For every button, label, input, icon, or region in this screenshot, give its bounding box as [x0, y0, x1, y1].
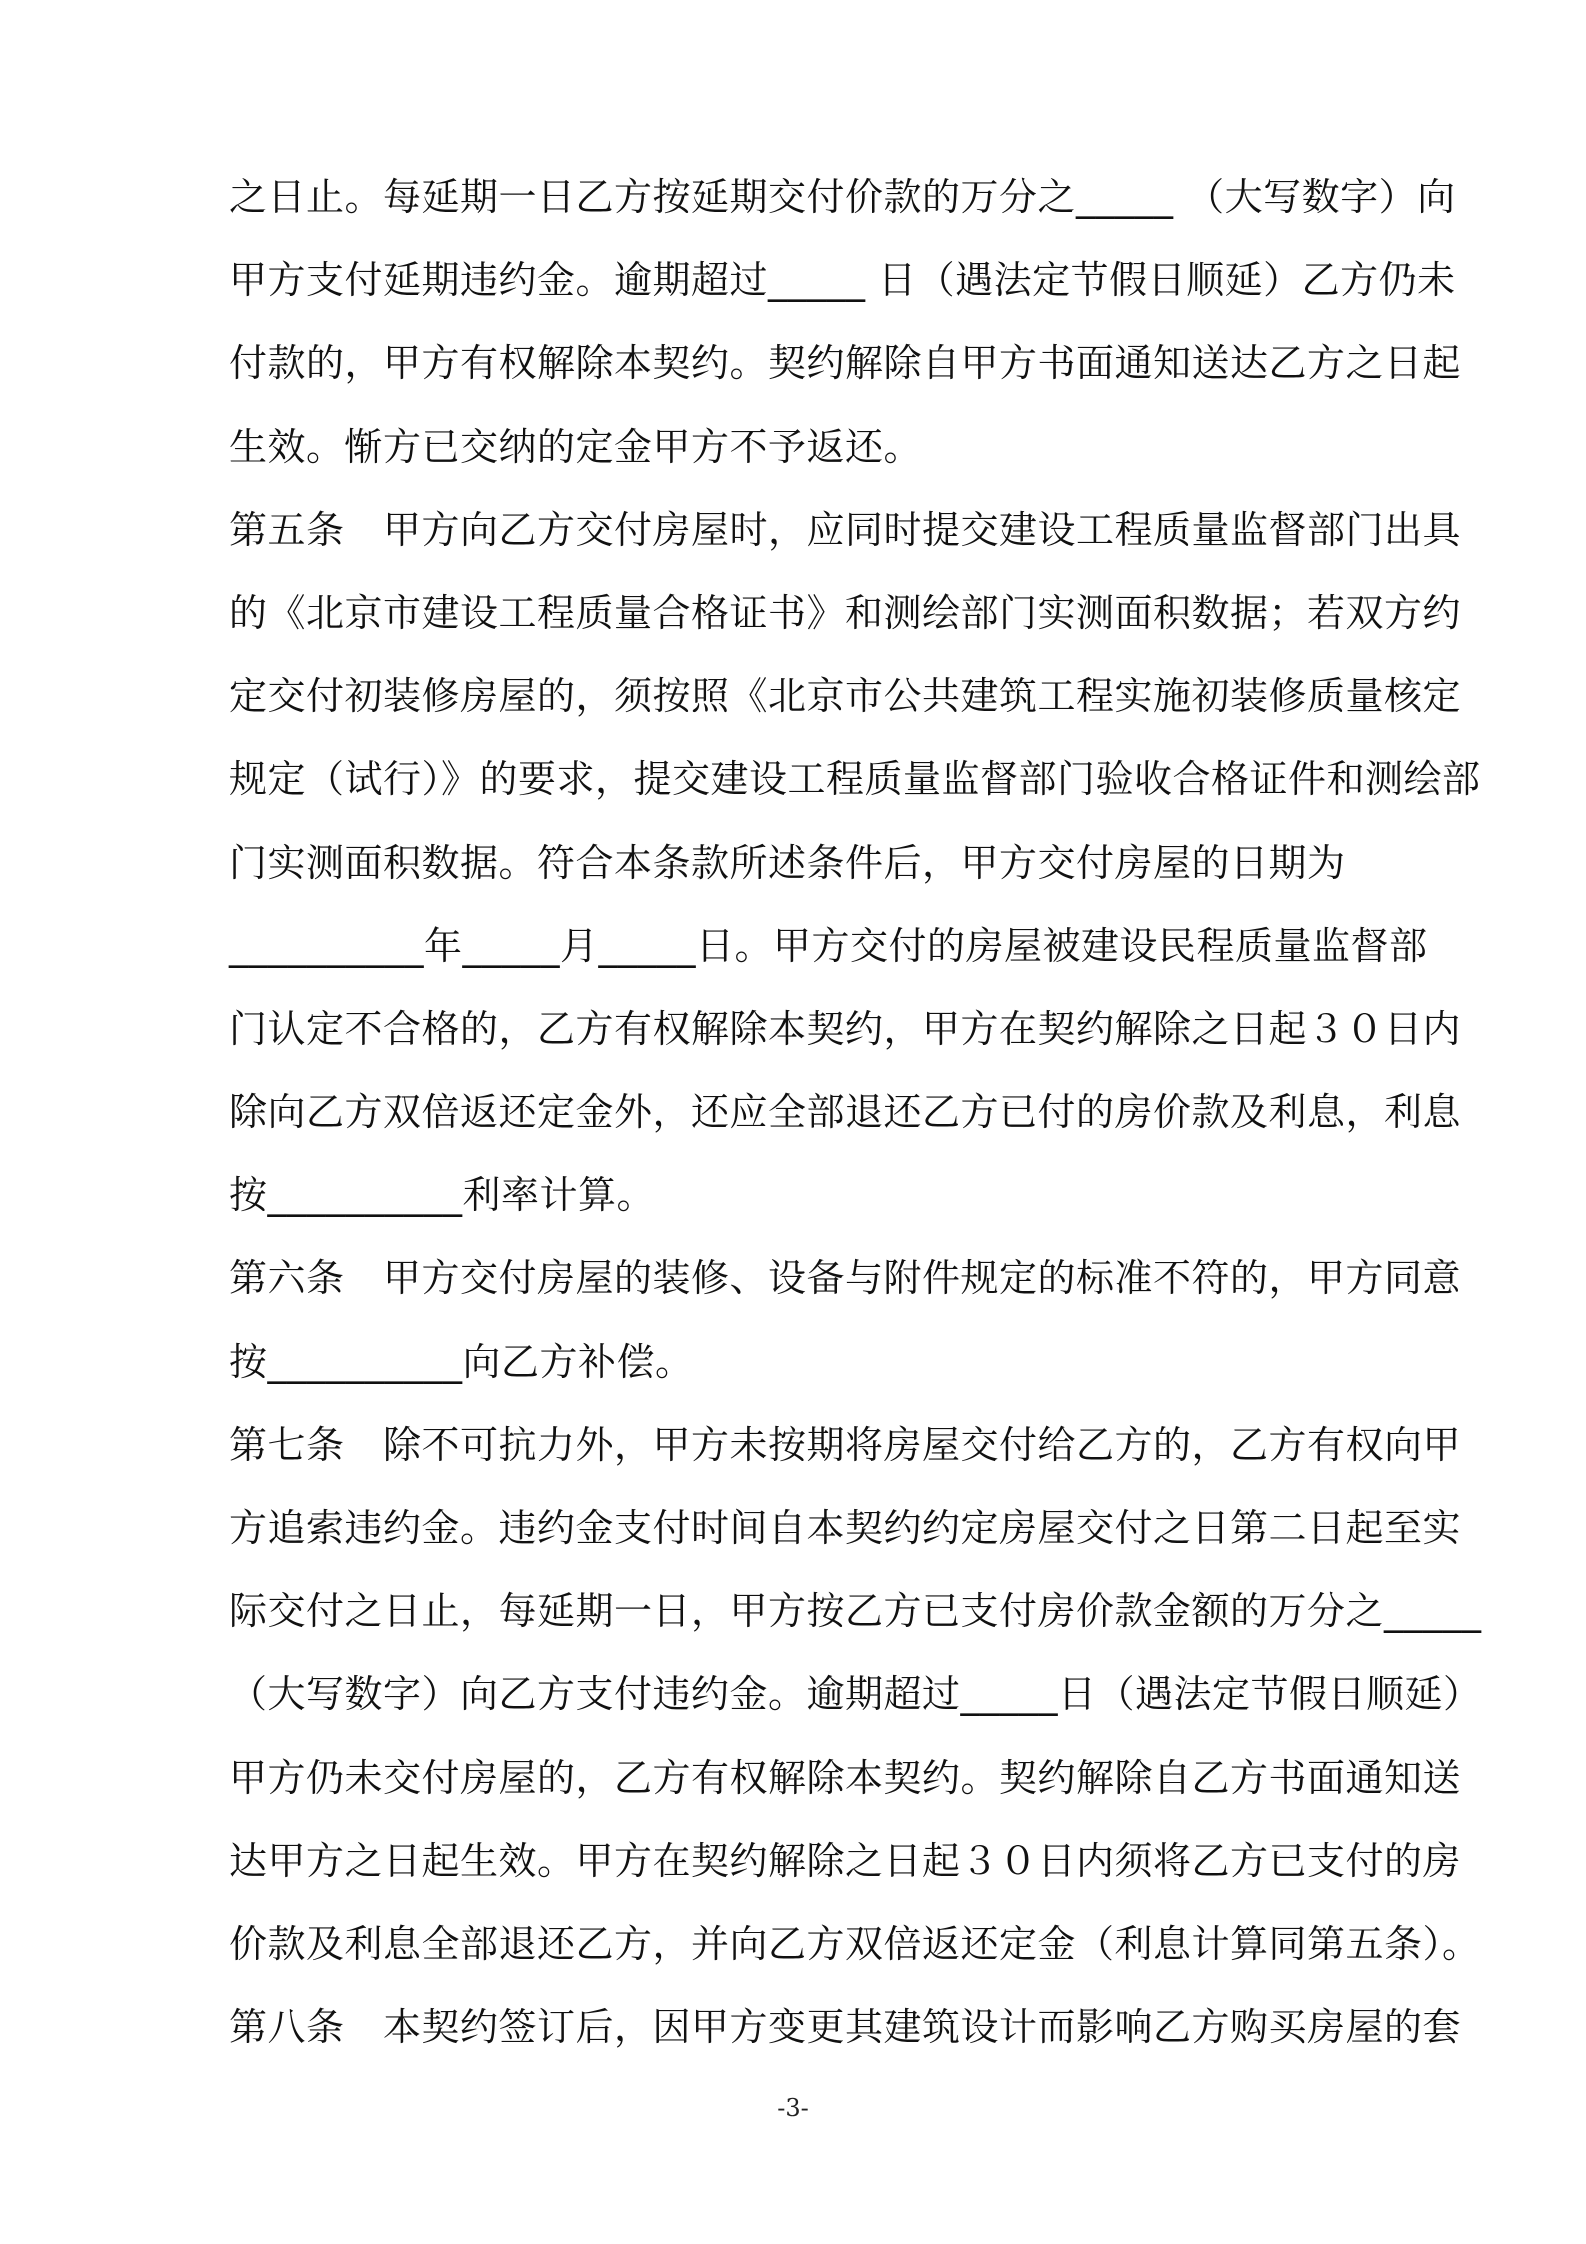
text-line: 的《北京市建设工程质量合格证书》和测绘部门实测面积数据；若双方约 [229, 590, 1462, 635]
text-line: 际交付之日止，每延期一日，甲方按乙方已支付房价款金额的万分之_____ [229, 1589, 1482, 1634]
text-line: 付款的，甲方有权解除本契约。契约解除自甲方书面通知送达乙方之日起 [229, 341, 1462, 386]
text-line: 甲方支付延期违约金。逾期超过_____ 日（遇法定节假日顺延）乙方仍未 [229, 258, 1456, 303]
text-line: 定交付初装修房屋的，须按照《北京市公共建筑工程实施初装修质量核定 [229, 674, 1462, 719]
article-5-line: 第五条 甲方向乙方交付房屋时，应同时提交建设工程质量监督部门出具 [229, 507, 1462, 552]
text-line: 达甲方之日起生效。甲方在契约解除之日起３０日内须将乙方已支付的房 [229, 1838, 1462, 1883]
article-7-line: 第七条 除不可抗力外，甲方未按期将房屋交付给乙方的，乙方有权向甲 [229, 1422, 1462, 1467]
text-line: __________年_____月_____日。甲方交付的房屋被建设民程质量监督部 [229, 923, 1428, 968]
text-line: 甲方仍未交付房屋的，乙方有权解除本契约。契约解除自乙方书面通知送 [229, 1755, 1462, 1800]
article-6-line: 第六条 甲方交付房屋的装修、设备与附件规定的标准不符的，甲方同意 [229, 1256, 1462, 1301]
text-line: 门实测面积数据。符合本条款所述条件后，甲方交付房屋的日期为 [229, 840, 1346, 885]
text-line: 门认定不合格的，乙方有权解除本契约，甲方在契约解除之日起３０日内 [229, 1006, 1462, 1051]
text-line: 按__________利率计算。 [229, 1173, 656, 1218]
text-line: 之日止。每延期一日乙方按延期交付价款的万分之_____ （大写数字）向 [229, 175, 1456, 219]
text-line: 价款及利息全部退还乙方，并向乙方双倍返还定金（利息计算同第五条）。 [229, 1921, 1481, 1966]
page-number: -3- [777, 2094, 809, 2122]
text-line: （大写数字）向乙方支付违约金。逾期超过_____日（遇法定节假日顺延） [229, 1672, 1482, 1717]
contract-body [229, 156, 1482, 2069]
text-line: 规定（试行）》的要求，提交建设工程质量监督部门验收合格证件和测绘部 [229, 757, 1481, 802]
text-line: 方追索违约金。违约金支付时间自本契约约定房屋交付之日第二日起至实 [229, 1506, 1462, 1550]
text-line: 除向乙方双倍返还定金外，还应全部退还乙方已付的房价款及利息，利息 [229, 1090, 1462, 1135]
text-line: 按__________向乙方补偿。 [229, 1339, 694, 1384]
article-8-line: 第八条 本契约签订后，因甲方变更其建筑设计而影响乙方购买房屋的套 [229, 2005, 1462, 2050]
text-line: 生效。惭方已交纳的定金甲方不予返还。 [229, 424, 923, 469]
